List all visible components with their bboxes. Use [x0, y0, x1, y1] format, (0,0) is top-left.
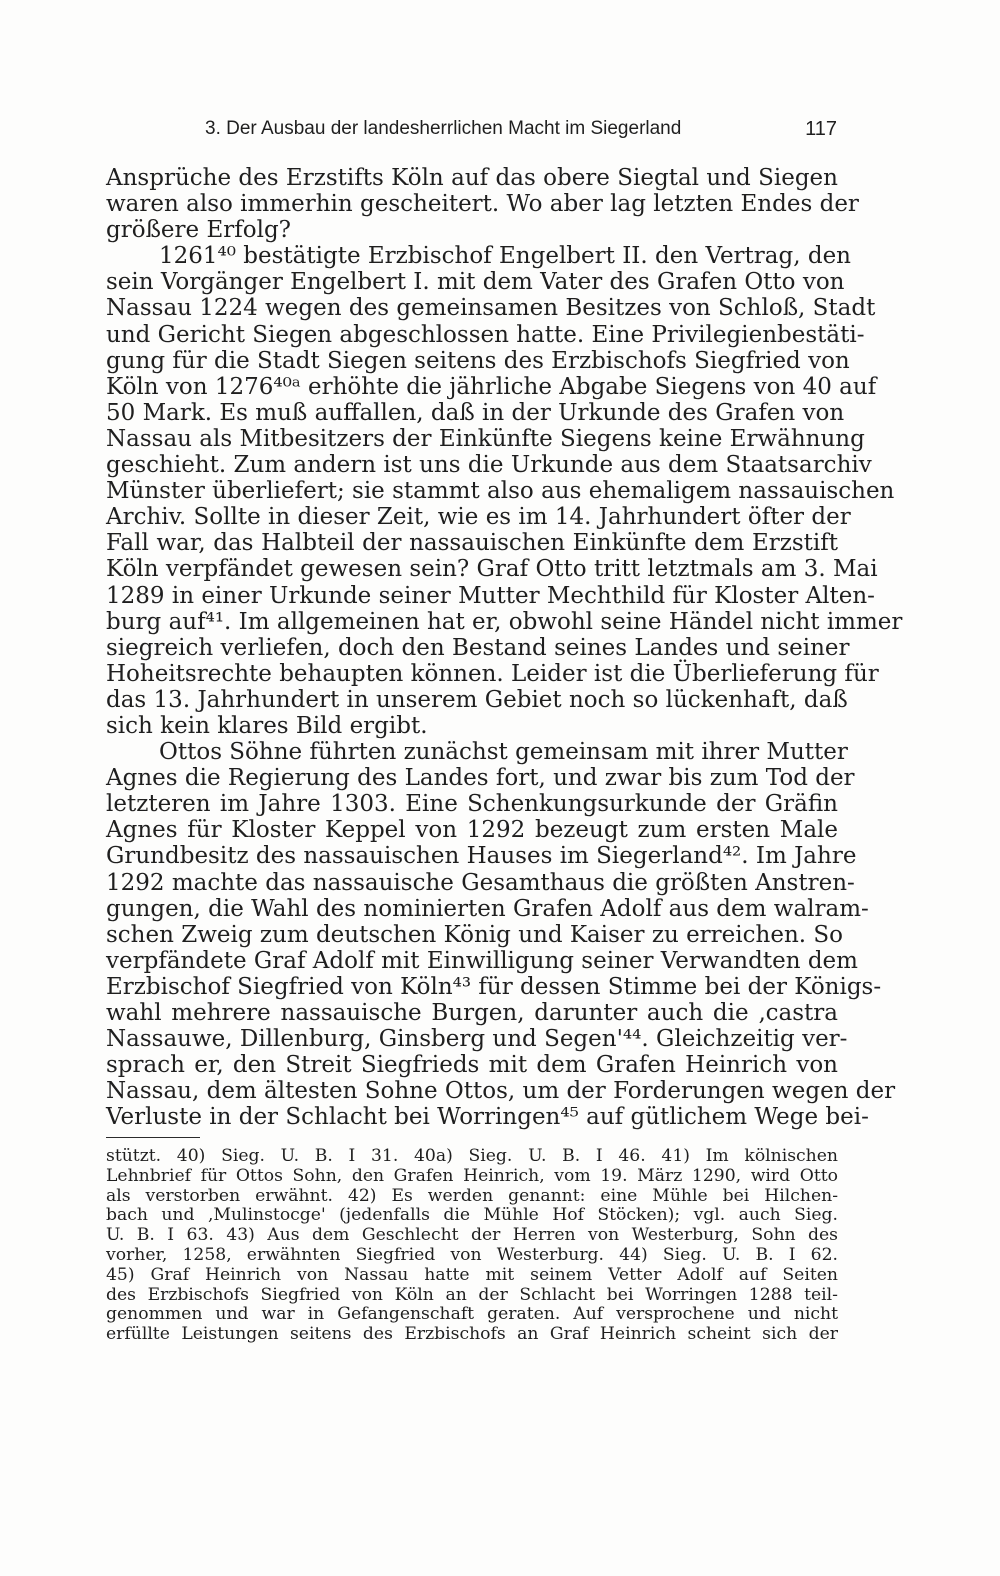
body-line: 1289 in einer Urkunde seiner Mutter Mechthild für Kloster Alten- [106, 582, 875, 609]
body-line: sein Vorgänger Engelbert I. mit dem Vater des Grafen Otto von [106, 269, 845, 296]
footnote-line: U. B. I 63. 43) Aus dem Geschlecht der Herren von Westerburg, Sohn des [106, 1225, 838, 1246]
body-line: Fall war, das Halbteil der nassauischen Einkünfte dem Erzstift [106, 530, 838, 557]
body-line: Agnes die Regierung des Landes fort, und zwar bis zum Tod der [106, 765, 855, 792]
body-line: burg auf⁴¹. Im allgemeinen hat er, obwohl seine Händel nicht immer [106, 608, 903, 635]
body-line: gungen, die Wahl des nominierten Grafen Adolf aus dem walram- [106, 895, 869, 922]
body-line: Verluste in der Schlacht bei Worringen⁴⁵ auf gütlichem Wege bei- [106, 1104, 869, 1131]
footnote-line: Lehnbrief für Ottos Sohn, den Grafen Heinrich, vom 19. März 1290, wird Otto [106, 1165, 838, 1186]
body-line: größere Erfolg? [106, 217, 292, 244]
body-line: Archiv. Sollte in dieser Zeit, wie es im 14. Jahrhundert öfter der [106, 504, 851, 531]
body-line: Nassauwe, Dillenburg, Ginsberg und Segen'⁴⁴. Gleichzeitig ver- [106, 1026, 848, 1053]
body-line: 1261⁴⁰ bestätigte Erzbischof Engelbert II. den Vertrag, den [159, 243, 851, 270]
body-line: Nassau, dem ältesten Sohne Ottos, um der Forderungen wegen der [106, 1078, 896, 1105]
body-line: Köln verpfändet gewesen sein? Graf Otto tritt letztmals am 3. Mai [106, 556, 878, 583]
body-line: und Gericht Siegen abgeschlossen hatte. Eine Privilegienbestäti- [106, 321, 865, 348]
body-line: geschieht. Zum andern ist uns die Urkunde aus dem Staatsarchiv [106, 452, 872, 479]
running-head [205, 116, 837, 144]
body-line: Grundbesitz des nassauischen Hauses im Siegerland⁴². Im Jahre [106, 843, 857, 870]
body-line: Münster überliefert; sie stammt also aus ehemaligem nassauischen [106, 478, 895, 505]
body-line: siegreich verliefen, doch den Bestand seines Landes und seiner [106, 634, 850, 661]
footnotes [106, 1147, 838, 1345]
body-line: sprach er, den Streit Siegfrieds mit dem Grafen Heinrich von [106, 1052, 838, 1079]
body-line: verpfändete Graf Adolf mit Einwilligung seiner Verwandten dem [106, 947, 858, 974]
body-line: schen Zweig zum deutschen König und Kaiser zu erreichen. So [106, 921, 843, 948]
footnote-line: des Erzbischofs Siegfried von Köln an der Schlacht bei Worringen 1288 teil- [106, 1284, 838, 1305]
body-line: Hoheitsrechte behaupten können. Leider ist die Überlieferung für [106, 660, 879, 687]
body-line: 50 Mark. Es muß auffallen, daß in der Urkunde des Grafen von [106, 399, 845, 426]
body-line: Nassau 1224 wegen des gemeinsamen Besitzes von Schloß, Stadt [106, 295, 876, 322]
body-line: waren also immerhin gescheitert. Wo aber lag letzten Endes der [106, 191, 859, 218]
body-text [106, 165, 903, 1131]
footnote-line: vorher, 1258, erwähnten Siegfried von Westerburg. 44) Sieg. U. B. I 62. [106, 1244, 838, 1265]
footnote-line: als verstorben erwähnt. 42) Es werden genannt: eine Mühle bei Hilchen- [106, 1185, 838, 1206]
body-line: sich kein klares Bild ergibt. [106, 712, 428, 739]
body-line: Nassau als Mitbesitzers der Einkünfte Siegens keine Erwähnung [106, 425, 865, 452]
body-line: gung für die Stadt Siegen seitens des Erzbischofs Siegfried von [106, 347, 850, 374]
footnote-line: erfüllte Leistungen seitens des Erzbischofs an Graf Heinrich scheint sich der [106, 1324, 838, 1345]
body-line: Ottos Söhne führten zunächst gemeinsam mit ihrer Mutter [159, 739, 848, 766]
footnote-separator [106, 1137, 200, 1138]
body-line: das 13. Jahrhundert in unserem Gebiet noch so lückenhaft, daß [106, 686, 848, 713]
body-line: Ansprüche des Erzstifts Köln auf das obere Siegtal und Siegen [106, 165, 838, 191]
body-line: Agnes für Kloster Keppel von 1292 bezeugt zum ersten Male [106, 817, 838, 844]
body-line: letzteren im Jahre 1303. Eine Schenkungsurkunde der Gräfin [106, 791, 838, 818]
page-number: 117 [805, 118, 837, 140]
footnote-line: bach und ‚Mulinstocge' (jedenfalls die Mühle Hof Stöcken); vgl. auch Sieg. [106, 1205, 838, 1226]
body-line: Erzbischof Siegfried von Köln⁴³ für dessen Stimme bei der Königs- [106, 973, 882, 1000]
chapter-title: 3. Der Ausbau der landesherrlichen Macht im Siegerland [205, 118, 682, 139]
body-line: wahl mehrere nassauische Burgen, darunter auch die ‚castra [106, 1000, 838, 1026]
footnote-line: stützt. 40) Sieg. U. B. I 31. 40a) Sieg. U. B. I 46. 41) Im kölnischen [106, 1146, 838, 1166]
footnote-line: 45) Graf Heinrich von Nassau hatte mit seinem Vetter Adolf auf Seiten [106, 1264, 838, 1285]
body-line: Köln von 1276⁴⁰ᵃ erhöhte die jährliche Abgabe Siegens von 40 auf [106, 373, 877, 400]
body-line: 1292 machte das nassauische Gesamthaus die größten Anstren- [106, 869, 855, 896]
footnote-line: genommen und war in Gefangenschaft geraten. Auf versprochene und nicht [106, 1304, 838, 1325]
